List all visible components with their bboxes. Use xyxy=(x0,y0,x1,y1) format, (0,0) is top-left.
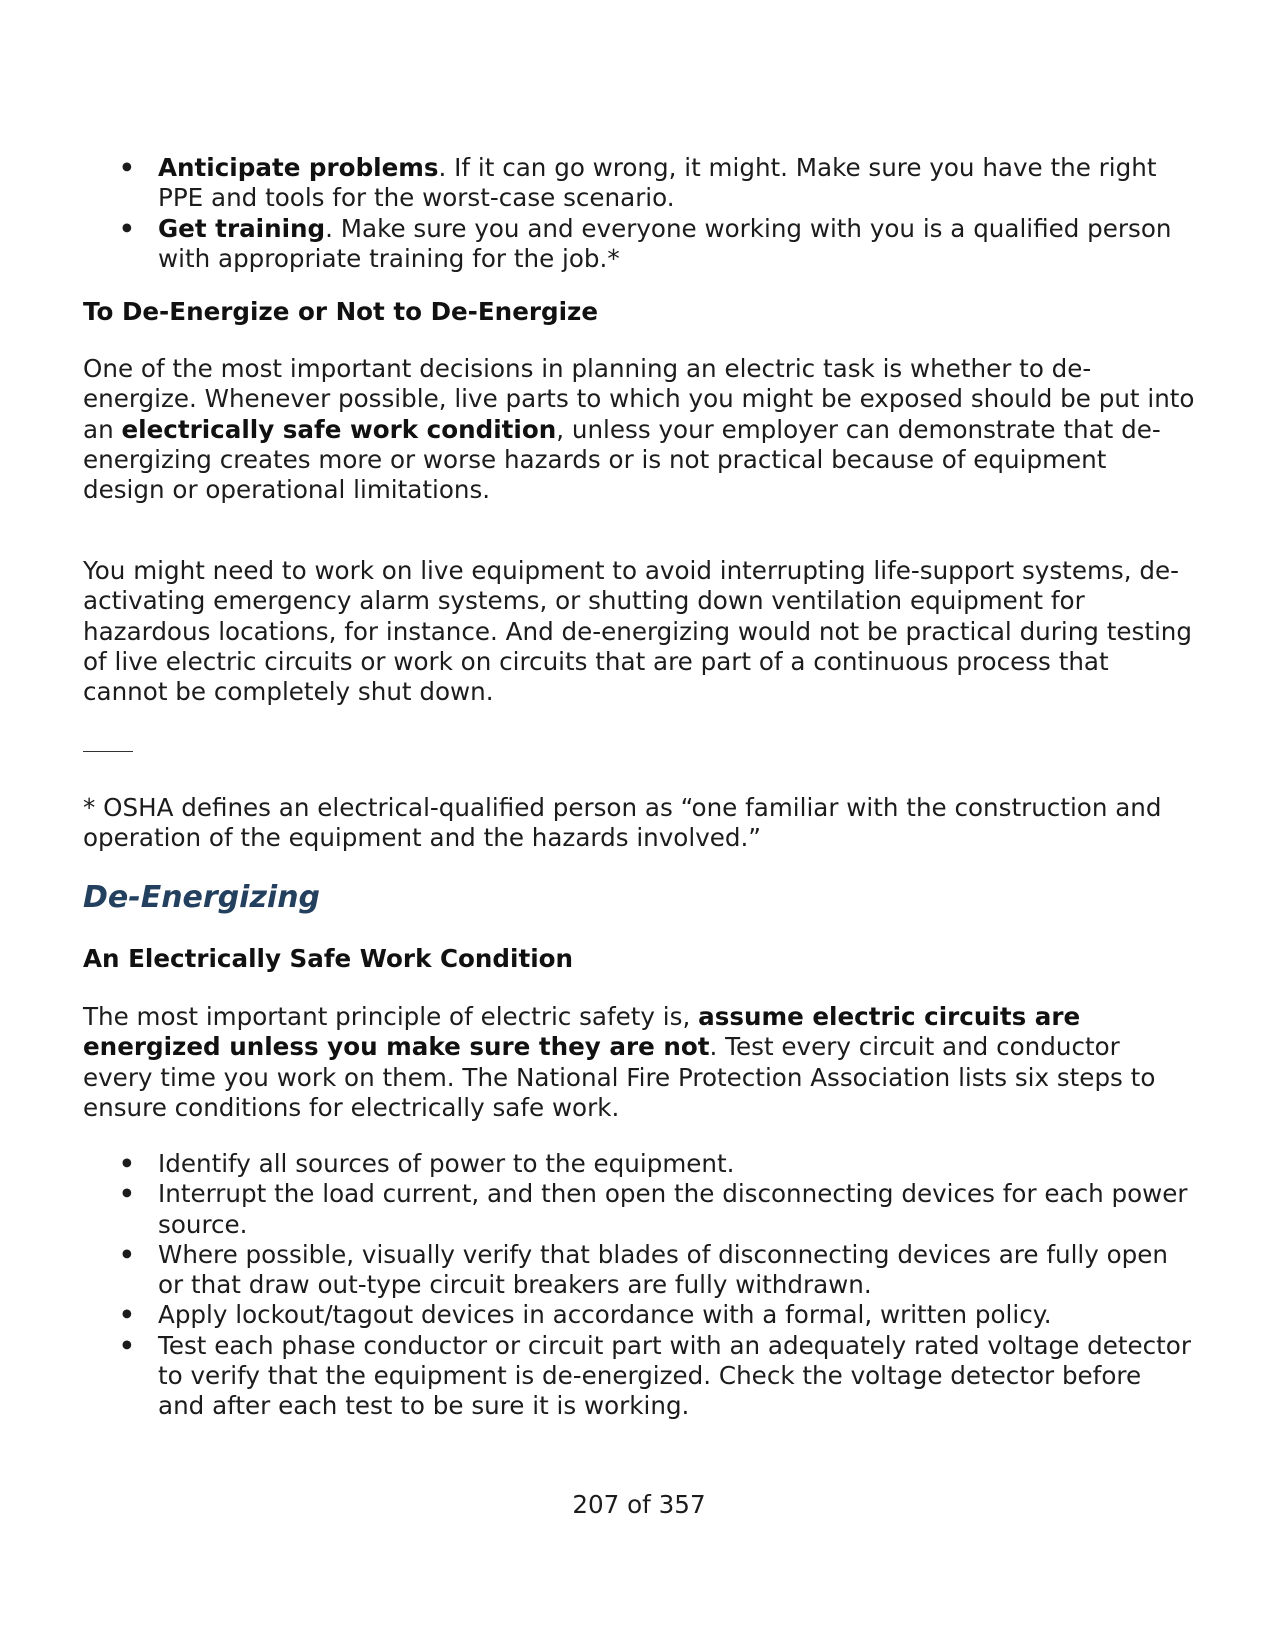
paragraph-text: One of the most important decisions in planning an electric task is whether to de-energize. Whenever possible, live parts to which you might be exposed should be put into an xyxy=(83,354,1195,444)
safe-work-steps-list xyxy=(83,1149,1195,1422)
list-item xyxy=(83,214,1195,275)
paragraph-live-equipment: You might need to work on live equipment to avoid interrupting life-support systems, de-activating emergency alarm systems, or shutting down ventilation equipment for hazardous locations, for instance. And de-energizing would not be practical during testing of live electric circuits or work on circuits that are part of a continuous process that cannot be completely shut down. xyxy=(83,556,1192,707)
paragraph-text: The most important principle of electric safety is, xyxy=(83,1002,699,1031)
paragraph-text: , unless your employer can demonstrate that de-energizing creates more or worse hazards or is not practical because of equipment design or operational limitations. xyxy=(83,414,1161,505)
list-item: • Identify all sources of power to the equipment. xyxy=(83,1149,1195,1179)
list-item: • Test each phase conductor or circuit part with an adequately rated voltage detector to verify that the equipment is de-energized. Check the voltage detector before and after each test to be sure it is working. xyxy=(83,1331,1195,1422)
footnote-divider xyxy=(83,751,133,752)
list-item xyxy=(83,153,1195,214)
list-item: • Where possible, visually verify that blades of disconnecting devices are fully open or that draw out-type circuit breakers are fully withdrawn. xyxy=(83,1240,1195,1301)
paragraph-deenergize-decision xyxy=(83,354,1195,505)
deenergize-heading: To De-Energize or Not to De-Energize xyxy=(83,297,599,326)
intro-bullet-list xyxy=(83,153,1195,274)
paragraph-text: . Test every circuit and conductor every time you work on them. The National Fire Protection Association lists six steps to ensure conditions for electrically safe work. xyxy=(83,1032,1156,1122)
paragraph-bold-text: electrically safe work condition xyxy=(121,414,557,444)
paragraph-bold-text: assume electric circuits are energized unless you make sure they are not xyxy=(83,1002,1081,1062)
footnote: * OSHA defines an electrical-qualified person as “one familiar with the construction and operation of the equipment and the hazards involved.” xyxy=(83,793,1162,853)
paragraph-electric-safety-principle xyxy=(83,1002,1195,1123)
list-item: • Apply lockout/tagout devices in accordance with a formal, written policy. xyxy=(83,1300,1195,1330)
section-title: De-Energizing xyxy=(83,880,321,915)
list-item: • Interrupt the load current, and then open the disconnecting devices for each power source. xyxy=(83,1179,1195,1240)
page-number: 207 of 357 xyxy=(572,1490,706,1519)
document-page xyxy=(83,0,1195,1650)
safe-work-heading: An Electrically Safe Work Condition xyxy=(83,944,574,973)
bullet-text: . If it can go wrong, it might. Make sure you have the right PPE and tools for the worst-case scenario. xyxy=(158,153,1157,213)
bullet-text: . Make sure you and everyone working with you is a qualified person with appropriate training for the job.* xyxy=(158,213,1172,273)
bullet-bold-lead: Anticipate problems xyxy=(158,153,439,182)
bullet-bold-lead: Get training xyxy=(158,213,326,243)
